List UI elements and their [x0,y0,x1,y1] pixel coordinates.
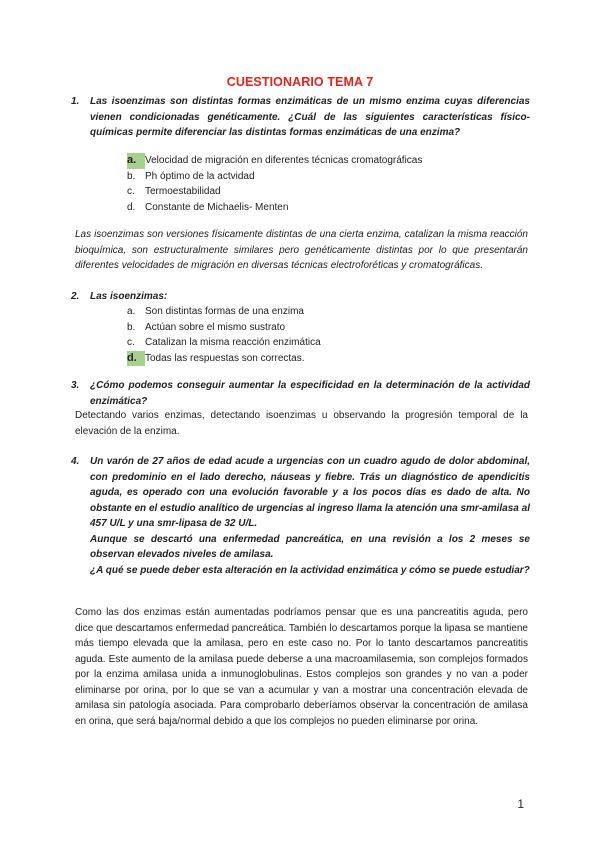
question-2-number: 2. [71,291,80,302]
answer-3: Detectando varios enzimas, detectando isoenzimas u observando la progresión temporal de la elevación de la enzima. [75,410,528,437]
question-4-number: 4. [71,456,80,467]
option-2b [127,320,527,336]
option-text: Constante de Michaelis- Menten [145,201,289,213]
question-3-number: 3. [71,380,80,391]
question-4-question: ¿A qué se puede deber esta alteración en la actividad enzimática y cómo se puede estudiar? [90,564,530,576]
option-text: Catalizan la misma reacción enzimática [145,337,321,348]
question-2 [71,289,530,305]
question-4-statement: Un varón de 27 años de edad acude a urgencias con un cuadro agudo de dolor abdominal, con predominio en el lado derecho, náuseas y fiebre. Trás un diagnóstico de apendicitis aguda, es operado con una evolución favorable y a los pocos días es dado de alta. No obstante en el estudio analítico de urgencias al ingreso llama la atención una smr-amilasa al 457 U/L y una smr-lipasa de 32 U/L. [90,456,530,529]
option-2d [127,351,527,367]
option-letter: b. [127,170,136,182]
question-1-options [127,153,527,215]
answer-4: Como las dos enzimas están aumentadas podríamos pensar que es una pancreatitis aguda, pero dice que descartamos enfermedad pancreática. También lo descartamos porque la lipasa se mantiene más tiempo elevada que la amilasa, pero en este caso no. Por lo tanto descartamos pancreatitis aguda. Este aumento de la amilasa puede deberse a una macroamilasemia, son complejos formados por la enzima amilasa unida a inmunoglobulinas. Estos complejos son grandes y no van a poder eliminarse por orina, por lo que se van a acumular y van a mostrar una concentración elevada de amilasa sin patología asociada. Para comprobarlo deberíamos observar la concentración de amilasa en orina, que será baja/normal debido a que los complejos no pueden eliminarse por orina. [75,607,528,727]
option-letter: c. [127,186,135,197]
option-2a [127,304,527,320]
option-text: Velocidad de migración en diferentes técnicas cromatográficas [145,155,423,166]
question-3-text: ¿Cómo podemos conseguir aumentar la especificidad en la determinación de la actividad enzimática? [90,380,530,407]
option-1d [127,200,527,216]
option-letter: c. [127,337,135,348]
answer-1: Las isoenzimas son versiones físicamente distintas de una cierta enzima, catalizan la misma reacción bioquímica, son estructuralmente similares pero genéticamente distintas por lo que presentarán diferentes velocidades de migración en diversas técnicas electroforéticas y cromatográficas. [75,229,528,271]
option-text: Ph óptimo de la actvidad [145,170,255,182]
option-1c [127,184,527,200]
question-1 [71,94,530,141]
option-letter: a. [127,153,145,169]
option-letter: a. [127,306,136,317]
page-number: 1 [517,797,524,811]
question-4-followup: Aunque se descartó una enfermedad pancreática, en una revisión a los 2 meses se observan elevados niveles de amilasa. [90,533,530,560]
option-2c [127,335,527,351]
option-text: Todas las respuestas son correctas. [145,352,305,364]
option-text: Termoestabilidad [145,186,221,197]
option-letter: d. [127,351,145,367]
question-2-text: Las isoenzimas: [90,291,168,302]
question-3 [71,378,530,409]
question-2-options [127,304,527,366]
option-1b [127,169,527,185]
option-text: Son distintas formas de una enzima [145,306,304,317]
question-1-number: 1. [71,96,80,107]
question-1-text: Las isoenzimas son distintas formas enzimáticas de un mismo enzima cuyas diferencias vienen condicionadas genéticamente. ¿Cuál de las siguientes características físico-químicas permite diferenciar las distintas formas enzimáticas de una enzima? [90,96,530,138]
option-1a [127,153,527,169]
option-letter: b. [127,321,136,333]
option-text: Actúan sobre el mismo sustrato [145,321,286,333]
option-letter: d. [127,201,136,213]
document-title: CUESTIONARIO TEMA 7 [226,75,374,89]
question-4 [71,454,530,578]
